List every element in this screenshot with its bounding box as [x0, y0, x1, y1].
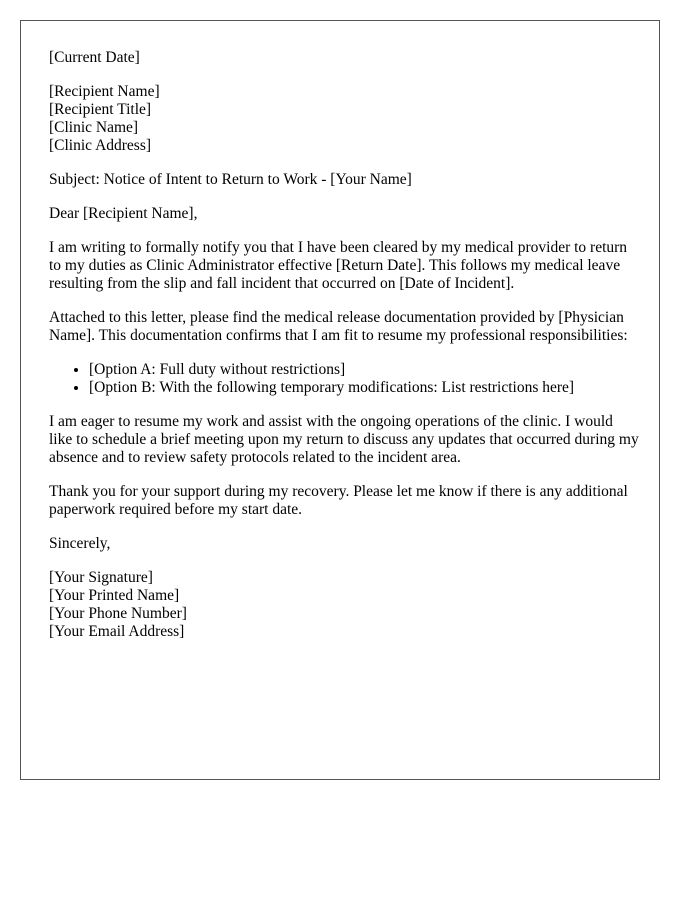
- clinic-address: [Clinic Address]: [49, 137, 152, 154]
- recipient-name: [Recipient Name]: [49, 83, 160, 100]
- salutation: Dear [Recipient Name],: [49, 205, 198, 222]
- recipient-block: [49, 83, 639, 155]
- recipient-title: [Recipient Title]: [49, 101, 152, 118]
- option-item: • [Option B: With the following temporary modifications: List restrictions here]: [89, 379, 639, 397]
- body-paragraph: Attached to this letter, please find the medical release documentation provided by [Physician Name]. This documentation confirms that I am fit to resume my professional responsibilities:: [49, 309, 628, 344]
- option-item: • [Option A: Full duty without restrictions]: [89, 361, 639, 379]
- options-list: [49, 361, 639, 397]
- letter-date: [Current Date]: [49, 49, 140, 66]
- signoff: Sincerely,: [49, 535, 111, 552]
- printed-name: [Your Printed Name]: [49, 587, 180, 604]
- letter-body: [49, 49, 639, 657]
- body-paragraph: I am writing to formally notify you that I have been cleared by my medical provider to return to my duties as Clinic Administrator effective [Return Date]. This follows my medical leave resulting from the slip and fall incident that occurred on [Date of Incident].: [49, 239, 628, 292]
- signature-block: [49, 569, 639, 641]
- signature: [Your Signature]: [49, 569, 153, 586]
- body-paragraph: I am eager to resume my work and assist with the ongoing operations of the clinic. I would like to schedule a brief meeting upon my return to discuss any updates that occurred during my absence and to review safety protocols related to the incident area.: [49, 413, 639, 466]
- clinic-name: [Clinic Name]: [49, 119, 139, 136]
- subject-line: Subject: Notice of Intent to Return to Work - [Your Name]: [49, 171, 412, 188]
- letter-page: [20, 20, 660, 780]
- email-address: [Your Email Address]: [49, 623, 185, 640]
- body-paragraph: Thank you for your support during my recovery. Please let me know if there is any additional paperwork required before my start date.: [49, 483, 628, 518]
- phone-number: [Your Phone Number]: [49, 605, 187, 622]
